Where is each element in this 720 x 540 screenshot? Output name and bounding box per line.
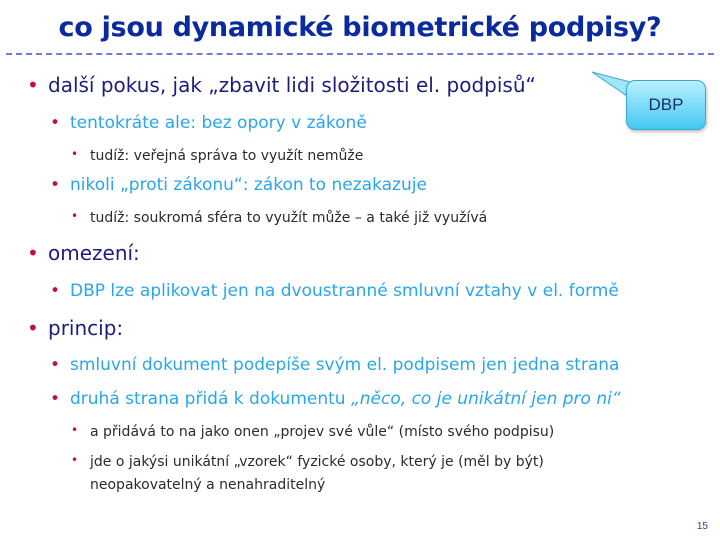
bullet-marker: •: [27, 73, 39, 97]
bullet-marker: •: [50, 389, 61, 409]
bullet-marker: •: [71, 147, 79, 161]
list-item-text: tentokráte ale: bez opory v zákoně: [70, 113, 367, 133]
list-item: [27, 73, 536, 97]
list-item: [71, 421, 554, 444]
list-item-text: omezení:: [48, 241, 140, 265]
bullet-marker: •: [71, 453, 79, 467]
list-item: [50, 389, 621, 409]
list-item: [27, 316, 123, 340]
list-item-text: a přidává to na jako onen „projev své vůle“ (místo svého podpisu): [90, 424, 555, 440]
bullet-marker: •: [71, 209, 79, 223]
list-item: [50, 113, 367, 133]
bullet-marker: •: [50, 113, 61, 133]
page-number: 15: [696, 521, 708, 532]
list-item-text-plain: druhá strana přidá k dokumentu: [70, 389, 351, 409]
list-item: [50, 355, 619, 375]
list-item-text-emphasis: „něco, co je unikátní jen pro ni“: [350, 389, 621, 409]
bullet-marker: •: [27, 316, 39, 340]
slide-title: co jsou dynamické biometrické podpisy?: [58, 12, 662, 43]
list-item: [71, 207, 487, 230]
bullet-marker: •: [27, 241, 39, 265]
list-item: [50, 281, 619, 301]
list-item-text: princip:: [48, 316, 124, 340]
list-item-text-line: jde o jakýsi unikátní „vzorek“ fyzické osoby, který je (měl by být): [90, 454, 544, 470]
bullet-marker: •: [50, 175, 61, 195]
list-item: [71, 145, 363, 168]
bullet-marker: •: [50, 281, 61, 301]
list-item-text: [71, 451, 544, 497]
list-item-text-line: neopakovatelný a nenahraditelný: [90, 477, 326, 493]
list-item-text: DBP lze aplikovat jen na dvoustranné smluvní vztahy v el. formě: [70, 281, 619, 301]
list-item: [27, 241, 140, 265]
list-item-text: smluvní dokument podepíše svým el. podpisem jen jedna strana: [70, 355, 620, 375]
bullet-marker: •: [71, 423, 79, 437]
list-item-text: další pokus, jak „zbavit lidi složitosti el. podpisů“: [48, 73, 536, 97]
list-item-text: [50, 389, 621, 409]
list-item-text: tudíž: soukromá sféra to využít může – a také již využívá: [90, 210, 488, 226]
bullet-marker: •: [50, 355, 61, 375]
list-item-text: tudíž: veřejná správa to využít nemůže: [90, 148, 364, 164]
list-item-text: nikoli „proti zákonu“: zákon to nezakazuje: [70, 175, 427, 195]
list-item: [50, 175, 427, 195]
dbp-callout: DBP: [626, 80, 706, 130]
list-item: [71, 451, 544, 497]
